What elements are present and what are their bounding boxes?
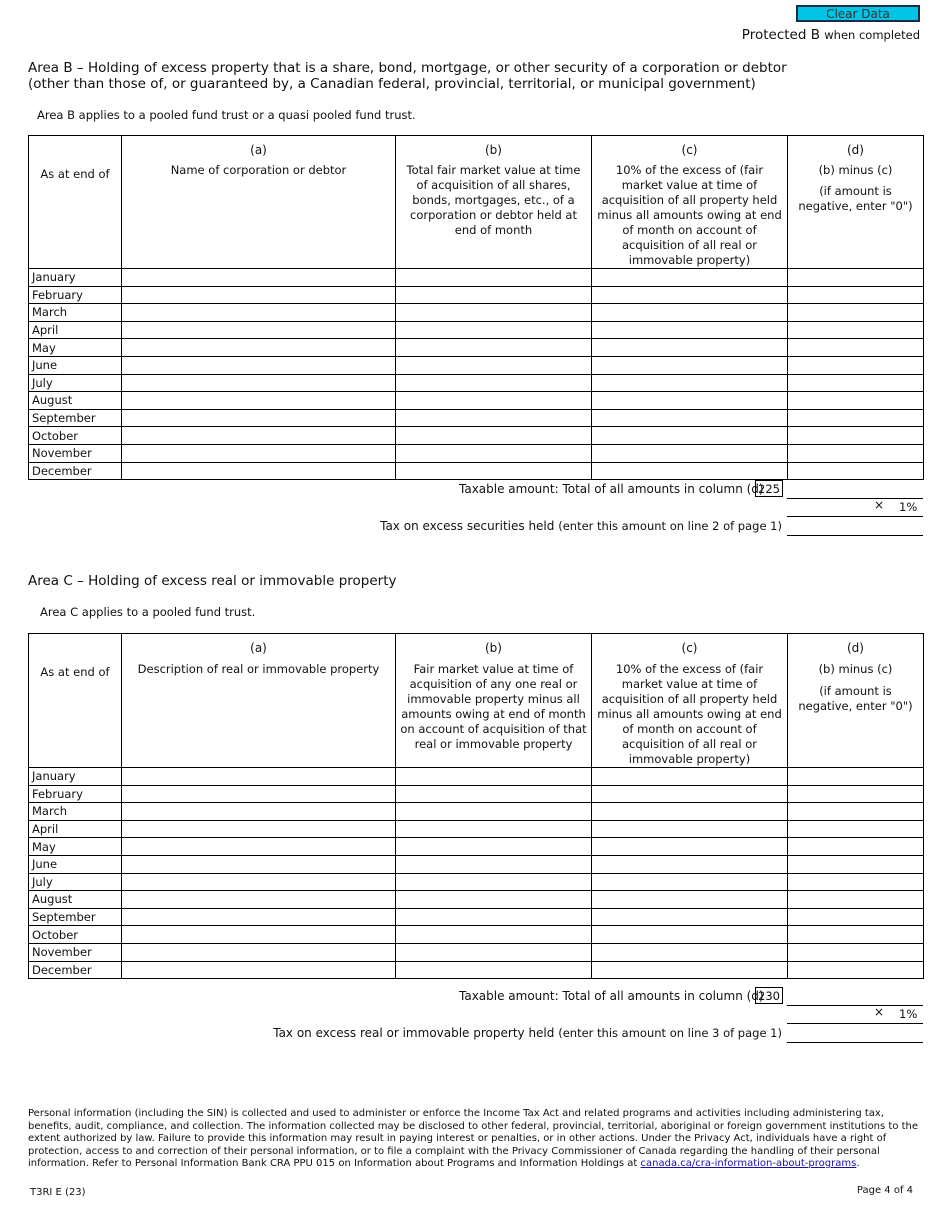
month-label: February	[29, 785, 122, 803]
col-b-input[interactable]	[396, 803, 592, 821]
table-row	[29, 961, 924, 979]
table-row	[29, 444, 924, 462]
col-b-header: (b) Fair market value at time of acquisition of any one real or immovable property minus all amounts owing at end of month on account of acquisition of that real or immovable property	[396, 634, 592, 768]
month-label: November	[29, 444, 122, 462]
col-d-header: (d) (b) minus (c) (if amount is negative, enter "0")	[788, 634, 924, 768]
col-a-input[interactable]	[122, 427, 396, 445]
col-b-input[interactable]	[396, 321, 592, 339]
col-d-input[interactable]	[788, 855, 924, 873]
cra-info-link[interactable]: canada.ca/cra-information-about-programs	[640, 1158, 857, 1169]
col-a-input[interactable]	[122, 838, 396, 856]
area-c-tax-label-main: Tax on excess real or immovable property held	[273, 1026, 555, 1040]
area-b-tax-label-main: Tax on excess securities held	[380, 519, 555, 533]
area-c-tax-input[interactable]	[787, 1025, 923, 1043]
month-label: December	[29, 961, 122, 979]
month-label: October	[29, 427, 122, 445]
col-b-input[interactable]	[396, 356, 592, 374]
col-d-input[interactable]	[788, 943, 924, 961]
month-label: June	[29, 855, 122, 873]
col-c-input[interactable]	[592, 838, 788, 856]
col-b-input[interactable]	[396, 444, 592, 462]
col-d-input[interactable]	[788, 908, 924, 926]
area-c-tax-note: (enter this amount on line 3 of page 1)	[558, 1026, 782, 1040]
col-b-input[interactable]	[396, 908, 592, 926]
col-a-input[interactable]	[122, 392, 396, 410]
protected-label	[742, 27, 920, 43]
table-row	[29, 785, 924, 803]
col-d-input[interactable]	[788, 462, 924, 480]
table-row	[29, 374, 924, 392]
col-c-input[interactable]	[592, 356, 788, 374]
col-d-input[interactable]	[788, 339, 924, 357]
col-c-input[interactable]	[592, 803, 788, 821]
col-b-input[interactable]	[396, 785, 592, 803]
month-label: March	[29, 304, 122, 322]
col-a-input[interactable]	[122, 820, 396, 838]
area-b-rate-line	[787, 499, 923, 517]
col-a-input[interactable]	[122, 785, 396, 803]
table-row	[29, 838, 924, 856]
table-row	[29, 321, 924, 339]
area-c-taxable-label: Taxable amount: Total of all amounts in column (d)	[459, 989, 764, 1003]
col-a-input[interactable]	[122, 286, 396, 304]
area-b-tax-input[interactable]	[787, 518, 923, 536]
table-row	[29, 820, 924, 838]
area-b-title	[28, 60, 828, 92]
col-c-input[interactable]	[592, 785, 788, 803]
table-row	[29, 304, 924, 322]
col-a-input[interactable]	[122, 304, 396, 322]
privacy-notice	[28, 1108, 923, 1171]
col-d-input[interactable]	[788, 269, 924, 287]
area-c-times-sign: ×	[874, 1005, 885, 1019]
table-row	[29, 339, 924, 357]
col-b-input[interactable]	[396, 855, 592, 873]
month-label: May	[29, 838, 122, 856]
col-c-input[interactable]	[592, 304, 788, 322]
col-d-input[interactable]	[788, 803, 924, 821]
col-a-input[interactable]	[122, 768, 396, 786]
col-b-input[interactable]	[396, 374, 592, 392]
col-d-input[interactable]	[788, 392, 924, 410]
col-c-input[interactable]	[592, 908, 788, 926]
table-row	[29, 943, 924, 961]
col-a-input[interactable]	[122, 339, 396, 357]
col-b-input[interactable]	[396, 891, 592, 909]
table-row	[29, 891, 924, 909]
month-label: November	[29, 943, 122, 961]
col-a-input[interactable]	[122, 908, 396, 926]
table-row	[29, 269, 924, 287]
col-d-input[interactable]	[788, 356, 924, 374]
col-a-input[interactable]	[122, 409, 396, 427]
area-b-times-sign: ×	[874, 498, 885, 512]
table-row	[29, 908, 924, 926]
col-d-input[interactable]	[788, 891, 924, 909]
area-b-note: Area B applies to a pooled fund trust or a quasi pooled fund trust.	[37, 108, 416, 122]
col-d-input[interactable]	[788, 374, 924, 392]
table-row	[29, 392, 924, 410]
table-row	[29, 427, 924, 445]
col-a-header: (a) Description of real or immovable property	[122, 634, 396, 768]
area-c-tax-label	[273, 1026, 782, 1040]
col-d-input[interactable]	[788, 838, 924, 856]
area-c-line-number: 230	[755, 987, 783, 1004]
clear-data-button[interactable]: Clear Data	[796, 5, 920, 22]
area-b-taxable-input[interactable]	[787, 481, 923, 499]
col-a-header: (a) Name of corporation or debtor	[122, 136, 396, 269]
col-a-input[interactable]	[122, 943, 396, 961]
area-c-rate: 1%	[899, 1007, 918, 1021]
month-label: June	[29, 356, 122, 374]
col-c-input[interactable]	[592, 926, 788, 944]
month-label: January	[29, 768, 122, 786]
month-label: January	[29, 269, 122, 287]
col-b-input[interactable]	[396, 943, 592, 961]
col-b-input[interactable]	[396, 873, 592, 891]
table-row	[29, 462, 924, 480]
col-c-input[interactable]	[592, 339, 788, 357]
col-c-input[interactable]	[592, 286, 788, 304]
month-label: August	[29, 392, 122, 410]
col-c-input[interactable]	[592, 855, 788, 873]
col-a-input[interactable]	[122, 444, 396, 462]
col-c-input[interactable]	[592, 269, 788, 287]
area-b-tax-label	[380, 519, 782, 533]
col-b-input[interactable]	[396, 409, 592, 427]
col-month-header: As at end of	[29, 136, 122, 269]
protected-suffix: when completed	[824, 28, 920, 42]
col-d-input[interactable]	[788, 961, 924, 979]
col-a-input[interactable]	[122, 891, 396, 909]
col-a-input[interactable]	[122, 356, 396, 374]
month-label: April	[29, 321, 122, 339]
col-b-input[interactable]	[396, 768, 592, 786]
month-label: March	[29, 803, 122, 821]
form-code: T3RI E (23)	[30, 1187, 86, 1198]
col-c-input[interactable]	[592, 409, 788, 427]
area-b-line-number: 225	[755, 480, 783, 497]
table-row	[29, 873, 924, 891]
col-a-input[interactable]	[122, 926, 396, 944]
col-a-input[interactable]	[122, 321, 396, 339]
col-c-input[interactable]	[592, 873, 788, 891]
col-b-input[interactable]	[396, 427, 592, 445]
col-d-input[interactable]	[788, 409, 924, 427]
area-c-title: Area C – Holding of excess real or immovable property	[28, 573, 397, 589]
col-b-input[interactable]	[396, 838, 592, 856]
area-b-taxable-label: Taxable amount: Total of all amounts in column (d)	[459, 482, 764, 496]
table-row	[29, 409, 924, 427]
col-d-input[interactable]	[788, 820, 924, 838]
table-row	[29, 356, 924, 374]
col-d-input[interactable]	[788, 768, 924, 786]
col-a-input[interactable]	[122, 374, 396, 392]
col-c-input[interactable]	[592, 427, 788, 445]
table-row	[29, 286, 924, 304]
col-b-header: (b) Total fair market value at time of acquisition of all shares, bonds, mortgages, etc., of a corporation or debtor held at end of month	[396, 136, 592, 269]
col-c-input[interactable]	[592, 943, 788, 961]
page-number: Page 4 of 4	[856, 1185, 913, 1196]
col-d-input[interactable]	[788, 321, 924, 339]
table-row	[29, 855, 924, 873]
table-row	[29, 926, 924, 944]
privacy-period: .	[856, 1158, 860, 1169]
month-label: September	[29, 908, 122, 926]
col-a-input[interactable]	[122, 855, 396, 873]
area-b-table	[28, 135, 924, 480]
col-c-input[interactable]	[592, 444, 788, 462]
col-c-input[interactable]	[592, 321, 788, 339]
col-a-input[interactable]	[122, 961, 396, 979]
month-label: May	[29, 339, 122, 357]
area-c-taxable-input[interactable]	[787, 988, 923, 1006]
area-b-title-line2: (other than those of, or guaranteed by, a Canadian federal, provincial, territorial, or municipal government)	[28, 76, 756, 92]
col-b-input[interactable]	[396, 304, 592, 322]
col-c-input[interactable]	[592, 820, 788, 838]
protected-main: Protected B	[741, 27, 820, 43]
col-d-header: (d) (b) minus (c) (if amount is negative, enter "0")	[788, 136, 924, 269]
col-c-input[interactable]	[592, 961, 788, 979]
col-d-input[interactable]	[788, 926, 924, 944]
area-c-note: Area C applies to a pooled fund trust.	[40, 605, 256, 619]
col-c-input[interactable]	[592, 392, 788, 410]
col-b-input[interactable]	[396, 961, 592, 979]
col-b-input[interactable]	[396, 926, 592, 944]
area-b-title-line1: Area B – Holding of excess property that is a share, bond, mortgage, or other security of a corporation or debtor	[28, 60, 787, 76]
month-label: July	[29, 873, 122, 891]
month-label: December	[29, 462, 122, 480]
privacy-text: Personal information (including the SIN) is collected and used to administer or enforce the Income Tax Act and related programs and activities including administering tax, benefits, audit, compliance, and collection. The information collected may be disclosed to other federal, provincial, territorial, aboriginal or foreign government institutions to the extent authorized by law. Failure to provide this information may result in paying interest or penalties, or in other actions. Under the Privacy Act, individuals have a right of protection, access to and correction of their personal information, or to file a complaint with the Privacy Commissioner of Canada regarding the handling of their personal information. Refer to Personal Information Bank CRA PPU 015 on Information about Programs and Information Holdings at	[28, 1108, 919, 1169]
col-a-input[interactable]	[122, 462, 396, 480]
col-month-header: As at end of	[29, 634, 122, 768]
col-c-input[interactable]	[592, 768, 788, 786]
col-c-header: (c) 10% of the excess of (fair market value at time of acquisition of all property held minus all amounts owing at end of month on account of acquisition of all real or immovable property)	[592, 634, 788, 768]
month-label: February	[29, 286, 122, 304]
month-label: October	[29, 926, 122, 944]
table-row	[29, 768, 924, 786]
month-label: April	[29, 820, 122, 838]
col-b-input[interactable]	[396, 286, 592, 304]
col-b-input[interactable]	[396, 392, 592, 410]
col-a-input[interactable]	[122, 873, 396, 891]
area-c-table	[28, 633, 924, 979]
col-a-input[interactable]	[122, 803, 396, 821]
col-b-input[interactable]	[396, 269, 592, 287]
col-c-input[interactable]	[592, 374, 788, 392]
month-label: August	[29, 891, 122, 909]
area-c-rate-line	[787, 1006, 923, 1024]
col-c-input[interactable]	[592, 891, 788, 909]
area-b-rate: 1%	[899, 500, 918, 514]
col-d-input[interactable]	[788, 785, 924, 803]
col-b-input[interactable]	[396, 820, 592, 838]
col-d-input[interactable]	[788, 304, 924, 322]
col-b-input[interactable]	[396, 339, 592, 357]
month-label: September	[29, 409, 122, 427]
col-c-input[interactable]	[592, 462, 788, 480]
col-b-input[interactable]	[396, 462, 592, 480]
col-d-input[interactable]	[788, 873, 924, 891]
col-d-input[interactable]	[788, 444, 924, 462]
col-d-input[interactable]	[788, 427, 924, 445]
col-c-header: (c) 10% of the excess of (fair market value at time of acquisition of all property held minus all amounts owing at end of month on account of acquisition of all real or immovable property)	[592, 136, 788, 269]
month-label: July	[29, 374, 122, 392]
area-b-tax-note: (enter this amount on line 2 of page 1)	[558, 519, 782, 533]
col-a-input[interactable]	[122, 269, 396, 287]
table-row	[29, 803, 924, 821]
col-d-input[interactable]	[788, 286, 924, 304]
